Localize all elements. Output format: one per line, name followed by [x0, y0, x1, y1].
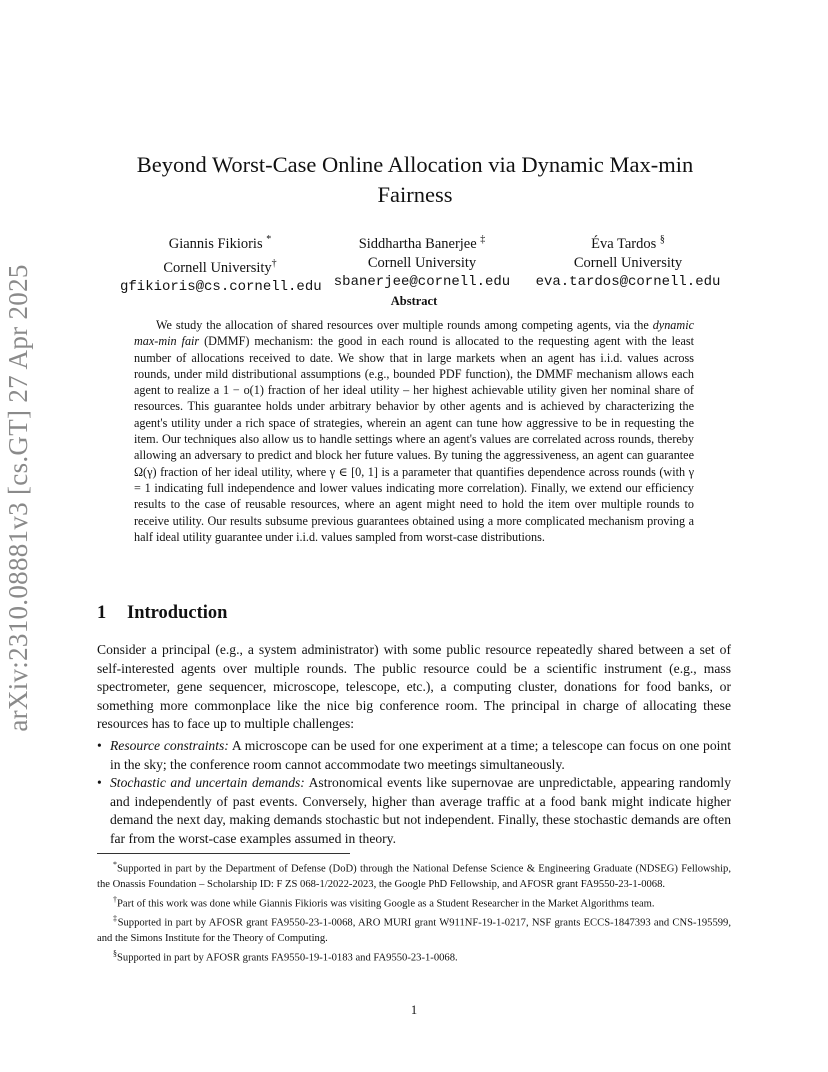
bullet-lead: Resource constraints: — [110, 738, 229, 753]
affiliation-mark: † — [271, 257, 277, 269]
author-email[interactable]: eva.tardos@cornell.edu — [535, 273, 721, 290]
section-title: Introduction — [127, 603, 228, 623]
author-email[interactable]: gfikioris@cs.cornell.edu — [120, 278, 322, 295]
author-affiliation: Cornell University — [573, 254, 683, 271]
footnote-text: Supported in part by the Department of Defense (DoD) through the National Defense Science & Engineering Graduate (NDSEG) Fellowship, the Onassis Foundation – Scholarship ID: F ZS 068-1/2022-2023, the Google PhD Fellowship, and AFOSR grant FA9550-23-1-0068. — [97, 863, 731, 890]
author-block-2 — [322, 230, 522, 292]
list-item — [97, 737, 731, 774]
author-mark: § — [659, 234, 665, 245]
footnote-text: Supported in part by AFOSR grants FA9550-19-1-0183 and FA9550-23-1-0068. — [117, 952, 458, 964]
abstract-text — [134, 317, 694, 545]
bullet-icon: • — [97, 738, 102, 753]
footnote-text: Supported in part by AFOSR grant FA9550-23-1-0068, ARO MURI grant W911NF-19-1-0217, NSF grants ECCS-1847393 and CNS-195599, and the Simons Institute for the Theory of Computing. — [97, 917, 731, 944]
section-number: 1 — [97, 603, 107, 623]
footnotes — [97, 857, 731, 965]
section-heading — [97, 603, 227, 624]
paper-title: Beyond Worst-Case Online Allocation via Dynamic Max-min Fairness — [136, 152, 694, 207]
author-mark: * — [266, 234, 272, 245]
author-block-3 — [528, 230, 728, 292]
author-block-1 — [120, 230, 320, 297]
author-email[interactable]: sbanerjee@cornell.edu — [333, 273, 511, 290]
footnote-mark: * — [113, 860, 117, 869]
challenge-list — [97, 737, 731, 848]
author-mark: ‡ — [480, 234, 486, 245]
author-affiliation: Cornell University — [163, 259, 272, 276]
footnote — [97, 946, 731, 966]
footnote — [97, 911, 731, 946]
footnote — [97, 857, 731, 892]
footnote-divider — [97, 853, 350, 854]
footnote-mark: § — [113, 948, 117, 958]
abstract-heading: Abstract — [390, 294, 438, 308]
bullet-icon: • — [97, 775, 102, 790]
bullet-text: A microscope can be used for one experiment at a time; a telescope can focus on one point in the sky; the conference room cannot accommodate two meetings simultaneously. — [110, 738, 731, 772]
author-name: Éva Tardos — [591, 235, 657, 252]
bullet-lead: Stochastic and uncertain demands: — [110, 775, 305, 790]
bullet-text: Astronomical events like supernovae are unpredictable, appearing randomly and independently of past events. Conversely, higher than average traffic at a food bank might indicate higher demand the next day, making demands stochastic but not independent. Finally, these stochastic demands are often far from the worst-case examples assumed in theory. — [110, 775, 732, 846]
footnote-mark: † — [113, 894, 117, 904]
intro-paragraph: Consider a principal (e.g., a system administrator) with some public resource repeatedly shared between a set of self-interested agents over multiple rounds. The public resource could be a scientific instrument (e.g., mass spectrometer, gene sequencer, microscope, telescope, etc.), a computing cluster, donations for food banks, or something more commonplace like the nice big conference room. The principal in charge of allocating these resources has to face up to multiple challenges: — [97, 642, 731, 731]
author-affiliation: Cornell University — [367, 254, 477, 271]
arxiv-stamp: arXiv:2310.08881v3 [cs.GT] 27 Apr 2025 — [3, 264, 33, 732]
footnote — [97, 892, 731, 912]
footnote-mark: ‡ — [113, 914, 118, 924]
abstract-part: We study the allocation of shared resources over multiple rounds among competing agents, via the — [156, 318, 653, 332]
author-name: Siddhartha Banerjee — [358, 235, 477, 252]
footnote-text: Part of this work was done while Giannis Fikioris was visiting Google as a Student Researcher in the Market Algorithms team. — [117, 898, 655, 910]
abstract-emphasis: dynamic max-min fair — [134, 318, 694, 349]
abstract-part: (DMMF) mechanism: the good in each round is allocated to the requesting agent with the least number of allocations received to date. We show that in large markets when an agent has i.i.d. values across rounds, under mild distributional assumptions (e.g., bounded PDF function), the DMMF mechanism allows each agent to realize a 1 − o(1) fraction of her ideal utility – her highest achievable utility given her nominal share of resources. This guarantee holds under arbitrary behavior by other agents and is achieved by characterizing the agent's utility under a rich space of strategies, wherein an agent can tune how aggressive to be in requesting the item. Our techniques also allow us to handle settings where an agent's values are correlated across rounds, thereby allowing an adversary to predict and block her future values. By tuning the aggressiveness, an agent can guarantee Ω(γ) fraction of her ideal utility, where γ ∈ [0, 1] is a parameter that quantifies dependence across rounds (with γ = 1 indicating full independence and lower values indicating more correlation). Finally, we extend our efficiency results to the case of reusable resources, where an agent might need to hold the item over multiple rounds to receive utility. Our results subsume previous guarantees obtained using a more complicated mechanism proving a half ideal utility guarantee under i.i.d. values sampled from worst-case distributions. — [134, 334, 694, 544]
page-number: 1 — [410, 1003, 418, 1017]
author-name: Giannis Fikioris — [168, 235, 263, 252]
list-item — [97, 774, 731, 848]
